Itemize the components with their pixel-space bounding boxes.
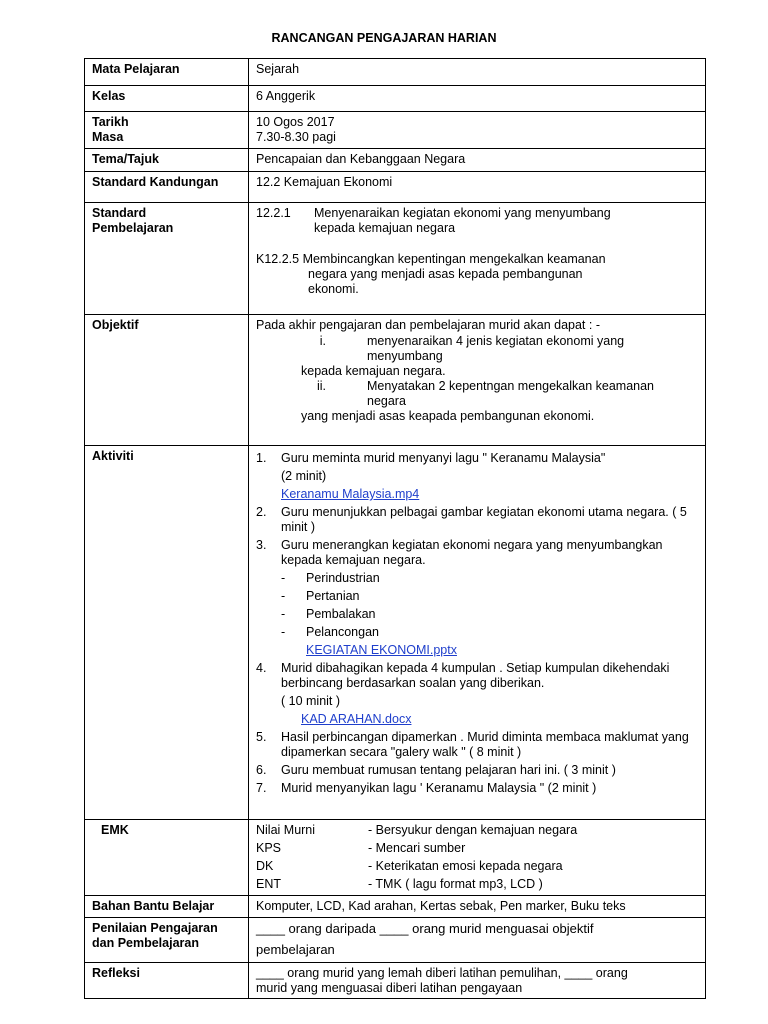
- label-kelas: Kelas: [85, 86, 249, 112]
- objektif-item-2-line3: yang menjadi asas keapada pembangunan ekonomi.: [301, 409, 595, 423]
- aktiviti-sub-perindustrian: Perindustrian: [306, 571, 380, 585]
- label-pembelajaran: Pembelajaran: [92, 221, 174, 235]
- sp-item-2-line1: K12.2.5 Membincangkan kepentingan mengekalkan keamanan: [256, 252, 606, 266]
- label-penilaian: [85, 918, 249, 963]
- label-refleksi: Refleksi: [85, 963, 249, 999]
- aktiviti-item-1-num: 1.: [256, 451, 267, 465]
- sp-item-1: [256, 206, 699, 221]
- sp-item-2-line2: negara yang menjadi asas kepada pembangunan: [308, 267, 583, 281]
- value-aktiviti: [249, 446, 706, 820]
- value-mata-pelajaran: Sejarah: [249, 59, 706, 86]
- emk-value-dk: - Keterikatan emosi kepada negara: [368, 859, 563, 873]
- aktiviti-item-6-text: Guru membuat rumusan tentang pelajaran hari ini. ( 3 minit ): [281, 763, 616, 777]
- value-tarikh: 10 Ogos 2017: [256, 115, 335, 129]
- aktiviti-item-4-text: Murid dibahagikan kepada 4 kumpulan . Setiap kumpulan dikehendaki berbincang berdasarkan soalan yang diberikan.: [281, 661, 670, 690]
- emk-value-ent: - TMK ( lagu format mp3, LCD ): [368, 877, 543, 891]
- aktiviti-item-5: [256, 730, 699, 760]
- row-bahan: [85, 896, 706, 918]
- value-emk: [249, 820, 706, 896]
- objektif-item-2-line2: negara: [367, 394, 406, 408]
- aktiviti-item-6-num: 6.: [256, 763, 267, 777]
- row-tarikh-masa: [85, 112, 706, 149]
- aktiviti-sub-pertanian: Pertanian: [306, 589, 360, 603]
- aktiviti-sub-item: - Perindustrian: [281, 571, 380, 585]
- sp-item-1-code: 12.2.1: [256, 206, 291, 220]
- objektif-item-2: [256, 379, 699, 409]
- emk-row: [256, 859, 699, 874]
- aktiviti-item-4-time: ( 10 minit ): [281, 694, 341, 708]
- emk-row: [256, 877, 699, 892]
- objektif-item-1-line2: menyumbang: [367, 349, 443, 363]
- aktiviti-item-1-text: Guru meminta murid menyanyi lagu " Keranamu Malaysia": [281, 451, 606, 465]
- value-kelas: 6 Anggerik: [249, 86, 706, 112]
- objektif-item-1-line3: kepada kemajuan negara.: [301, 364, 446, 378]
- objektif-item-1-num: i.: [319, 334, 326, 348]
- row-refleksi: [85, 963, 706, 999]
- link-kad-arahan-docx[interactable]: KAD ARAHAN.docx: [301, 712, 412, 726]
- lesson-plan-table: [84, 58, 706, 999]
- aktiviti-item-6: [256, 763, 699, 778]
- row-standard-pembelajaran: [85, 203, 706, 315]
- objektif-item-2-num: ii.: [316, 379, 326, 393]
- link-keranamu-malaysia-mp4[interactable]: Keranamu Malaysia.mp4: [281, 487, 420, 501]
- penilaian-line2: pembelajaran: [256, 942, 335, 957]
- aktiviti-item-2: [256, 505, 699, 535]
- row-mata-pelajaran: [85, 59, 706, 86]
- label-standard: Standard: [92, 206, 147, 220]
- row-standard-kandungan: [85, 172, 706, 203]
- row-penilaian: [85, 918, 706, 963]
- value-objektif: [249, 315, 706, 446]
- label-emk: EMK: [85, 820, 249, 896]
- emk-row: [256, 841, 699, 856]
- emk-key-dk: DK: [256, 859, 274, 873]
- label-bahan: Bahan Bantu Belajar: [85, 896, 249, 918]
- emk-key-kps: KPS: [256, 841, 282, 855]
- objektif-item-2-line1: Menyatakan 2 kepentngan mengekalkan keamanan: [367, 379, 655, 393]
- label-aktiviti: Aktiviti: [85, 446, 249, 820]
- aktiviti-item-3-sublist: [256, 571, 699, 658]
- aktiviti-item-4-num: 4.: [256, 661, 267, 675]
- objektif-intro: Pada akhir pengajaran dan pembelajaran murid akan dapat : -: [256, 318, 600, 332]
- row-objektif: [85, 315, 706, 446]
- aktiviti-item-3-num: 3.: [256, 538, 267, 552]
- sp-item-2-line3: ekonomi.: [308, 282, 359, 296]
- emk-value-nilai-murni: - Bersyukur dengan kemajuan negara: [368, 823, 578, 837]
- value-tema: Pencapaian dan Kebanggaan Negara: [249, 149, 706, 172]
- objektif-item-1: [256, 334, 699, 364]
- aktiviti-item-7: [256, 781, 699, 796]
- objektif-list: [256, 334, 699, 424]
- refleksi-line2: murid yang menguasai diberi latihan pengayaan: [256, 981, 523, 995]
- row-aktiviti: [85, 446, 706, 820]
- emk-key-nilai-murni: Nilai Murni: [256, 823, 316, 837]
- aktiviti-item-2-text: Guru menunjukkan pelbagai gambar kegiatan ekonomi utama negara. ( 5 minit ): [281, 505, 687, 534]
- emk-row: [256, 823, 699, 838]
- sp-item-1-line2: kepada kemajuan negara: [314, 221, 456, 235]
- objektif-item-1-line1: menyenaraikan 4 jenis kegiatan ekonomi yang: [367, 334, 625, 348]
- value-refleksi: [249, 963, 706, 999]
- label-standard-pembelajaran: [85, 203, 249, 315]
- sp-item-1-line1: Menyenaraikan kegiatan ekonomi yang menyumbang: [314, 206, 611, 220]
- label-penilaian-line1: Penilaian Pengajaran: [92, 921, 218, 935]
- row-tema: [85, 149, 706, 172]
- aktiviti-item-3: [256, 538, 699, 568]
- row-emk: [85, 820, 706, 896]
- aktiviti-item-7-num: 7.: [256, 781, 267, 795]
- aktiviti-sub-pelancongan: Pelancongan: [306, 625, 379, 639]
- label-tarikh-masa: [85, 112, 249, 149]
- value-tarikh-masa: [249, 112, 706, 149]
- aktiviti-item-1: [256, 451, 699, 502]
- aktiviti-item-1-time: (2 minit): [281, 469, 327, 483]
- label-masa: Masa: [92, 130, 124, 144]
- value-standard-pembelajaran: [249, 203, 706, 315]
- link-kegiatan-ekonomi-pptx[interactable]: KEGIATAN EKONOMI.pptx: [306, 643, 457, 657]
- row-kelas: [85, 86, 706, 112]
- value-standard-kandungan: 12.2 Kemajuan Ekonomi: [249, 172, 706, 203]
- refleksi-line1: ____ orang murid yang lemah diberi latihan pemulihan, ____ orang: [256, 966, 628, 980]
- label-tema: Tema/Tajuk: [85, 149, 249, 172]
- value-bahan: Komputer, LCD, Kad arahan, Kertas sebak, Pen marker, Buku teks: [249, 896, 706, 918]
- aktiviti-item-2-num: 2.: [256, 505, 267, 519]
- value-masa: 7.30-8.30 pagi: [256, 130, 336, 144]
- label-mata-pelajaran: Mata Pelajaran: [85, 59, 249, 86]
- aktiviti-sub-item: - Pelancongan: [281, 625, 379, 639]
- aktiviti-sub-pembalakan: Pembalakan: [306, 607, 376, 621]
- value-penilaian: [249, 918, 706, 963]
- page-title: RANCANGAN PENGAJARAN HARIAN: [271, 31, 497, 45]
- aktiviti-item-5-num: 5.: [256, 730, 267, 744]
- label-standard-kandungan: Standard Kandungan: [85, 172, 249, 203]
- emk-key-ent: ENT: [256, 877, 281, 891]
- aktiviti-item-3-text: Guru menerangkan kegiatan ekonomi negara yang menyumbangkan kepada kemajuan negara.: [281, 538, 663, 567]
- label-tarikh: Tarikh: [92, 115, 129, 129]
- aktiviti-item-5-text: Hasil perbincangan dipamerkan . Murid diminta membaca maklumat yang dipamerkan secara "galery walk " ( 8 minit ): [281, 730, 689, 759]
- label-objektif: Objektif: [85, 315, 249, 446]
- penilaian-line1: ____ orang daripada ____ orang murid menguasai objektif: [256, 921, 594, 936]
- label-penilaian-line2: dan Pembelajaran: [92, 936, 199, 950]
- aktiviti-sub-item: - Pertanian: [281, 589, 360, 603]
- aktiviti-item-7-text: Murid menyanyikan lagu ' Keranamu Malaysia " (2 minit ): [281, 781, 597, 795]
- emk-value-kps: - Mencari sumber: [368, 841, 466, 855]
- aktiviti-sub-item: - Pembalakan: [281, 607, 376, 621]
- aktiviti-item-4: [256, 661, 699, 727]
